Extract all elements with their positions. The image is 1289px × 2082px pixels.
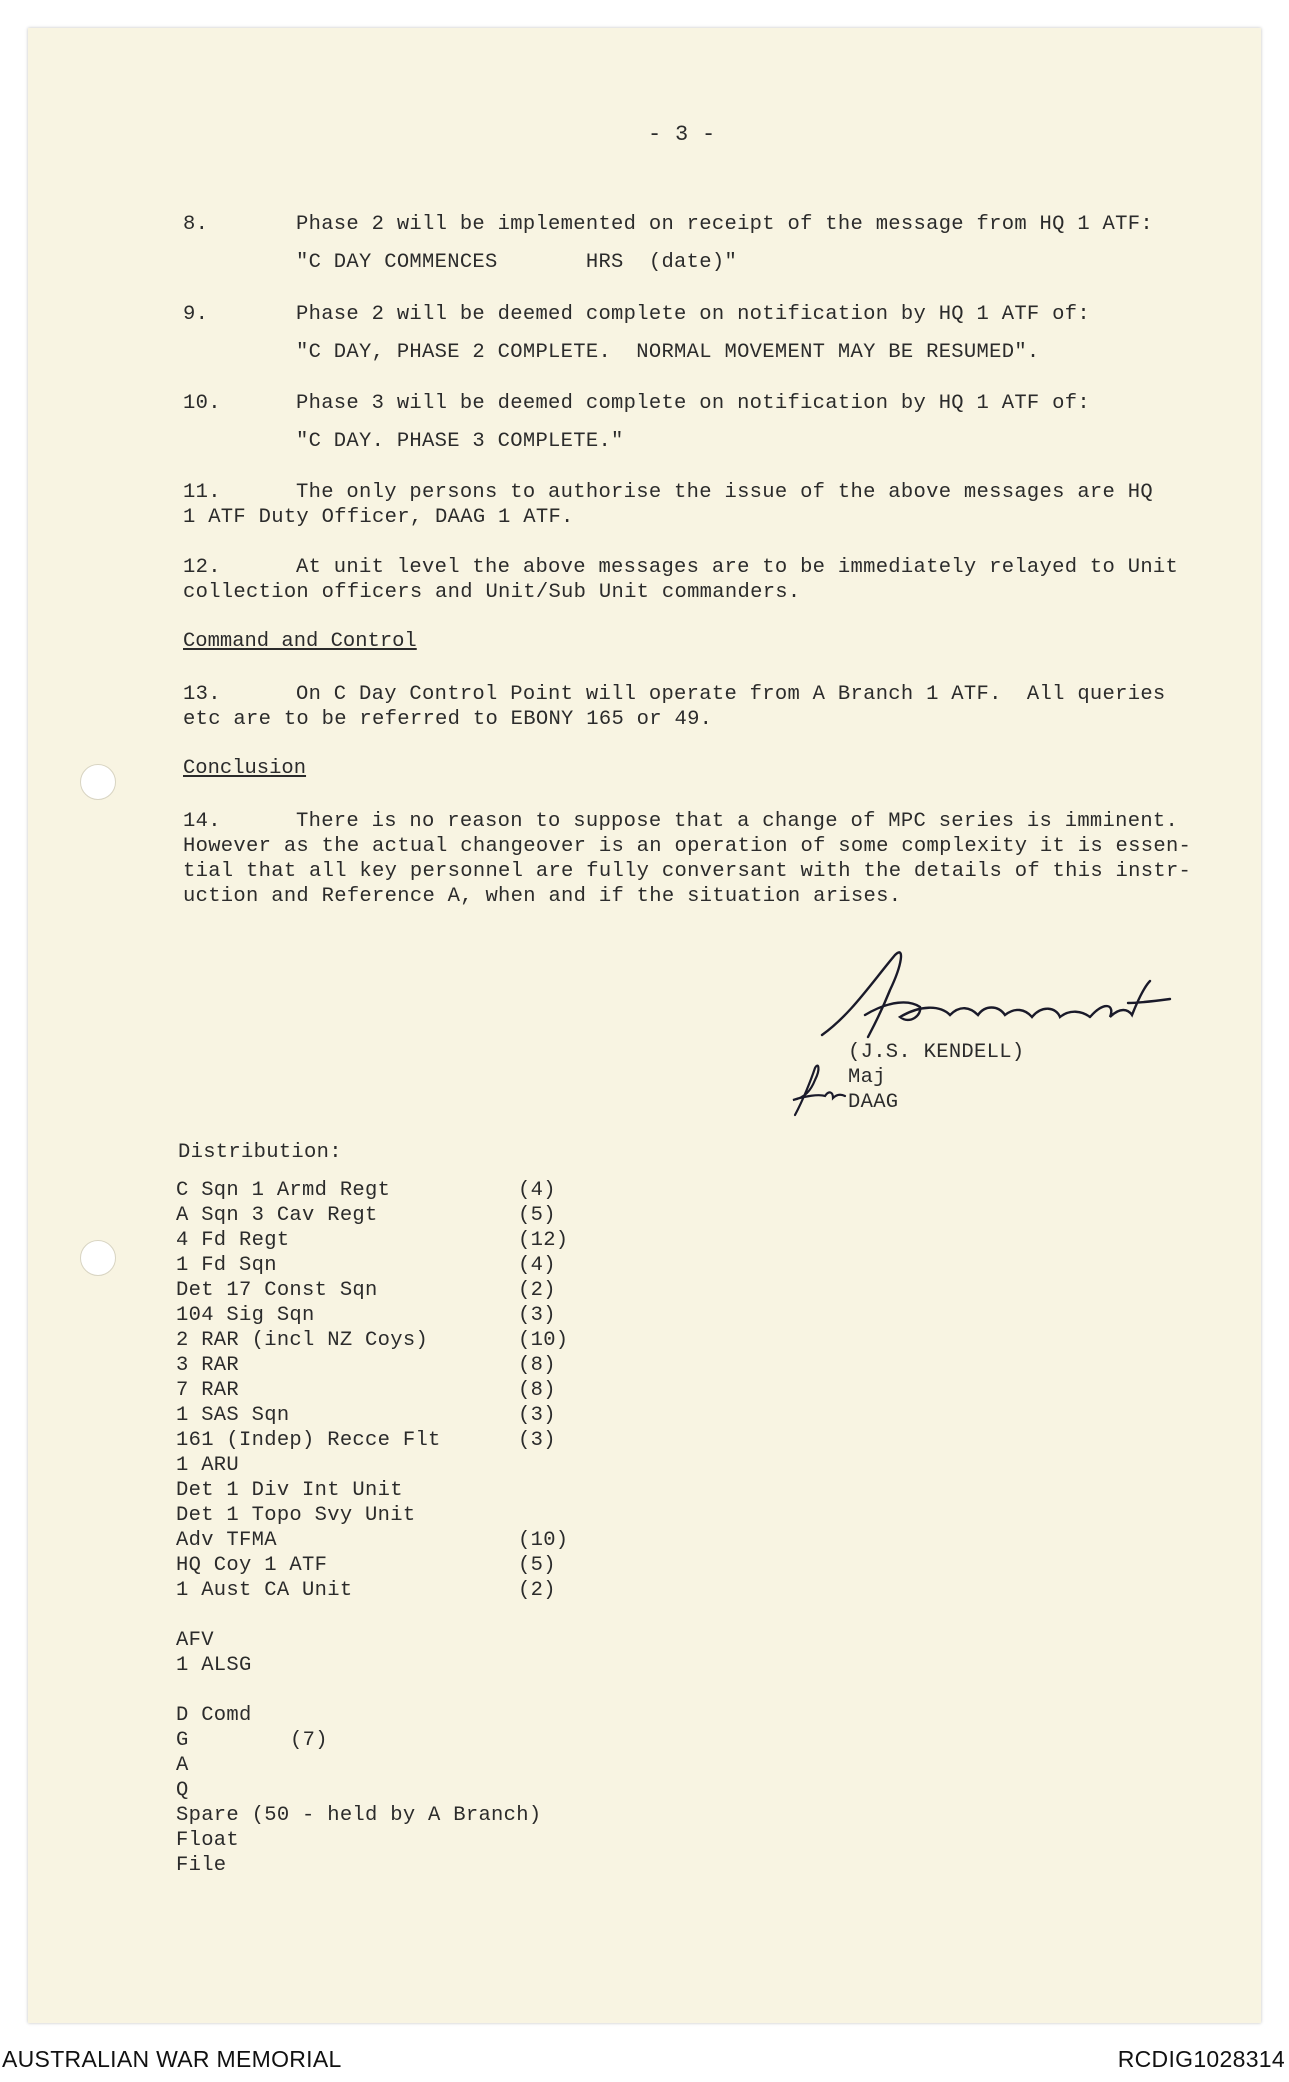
distribution-count: (10) <box>518 1329 569 1352</box>
distribution-unit: 1 SAS Sqn <box>176 1404 290 1427</box>
distribution-count: (2) <box>518 1279 556 1302</box>
distribution-afv: AFV <box>176 1629 214 1652</box>
distribution-unit: 1 ARU <box>176 1454 240 1477</box>
distribution-count: (4) <box>518 1179 556 1202</box>
footer-record-id: RCDIG1028314 <box>1117 2046 1285 2072</box>
para-9-number: 9. <box>183 303 209 326</box>
distribution-count: (4) <box>518 1254 556 1277</box>
para-14-number: 14. <box>183 810 221 833</box>
distribution-unit: HQ Coy 1 ATF <box>176 1554 328 1577</box>
distribution-unit: 4 Fd Regt <box>176 1229 290 1252</box>
distribution-a: A <box>176 1754 189 1777</box>
signatory-rank: Maj <box>848 1066 886 1089</box>
para-12-line-1: At unit level the above messages are to be immediately relayed to Unit <box>296 556 1179 579</box>
distribution-unit: Adv TFMA <box>176 1529 277 1552</box>
distribution-unit: 1 Fd Sqn <box>176 1254 277 1277</box>
distribution-g: G <box>176 1729 189 1752</box>
distribution-unit: 104 Sig Sqn <box>176 1304 315 1327</box>
distribution-count: (5) <box>518 1204 556 1227</box>
distribution-unit: 161 (Indep) Recce Flt <box>176 1429 441 1452</box>
distribution-unit: 3 RAR <box>176 1354 240 1377</box>
distribution-unit: Det 1 Div Int Unit <box>176 1479 403 1502</box>
para-11-line-1: The only persons to authorise the issue of the above messages are HQ <box>296 481 1153 504</box>
para-10-number: 10. <box>183 392 221 415</box>
para-13-number: 13. <box>183 683 221 706</box>
distribution-unit: 2 RAR (incl NZ Coys) <box>176 1329 429 1352</box>
para-12-number: 12. <box>183 556 221 579</box>
distribution-count: (8) <box>518 1354 556 1377</box>
para-8-line-2: "C DAY COMMENCES HRS (date)" <box>296 251 738 274</box>
distribution-comd-count: (7) <box>290 1729 328 1752</box>
page-number: - 3 - <box>648 122 716 147</box>
para-10-line-2: "C DAY. PHASE 3 COMPLETE." <box>296 430 624 453</box>
handwritten-signature <box>810 945 1180 1045</box>
distribution-unit: A Sqn 3 Cav Regt <box>176 1204 378 1227</box>
para-14-line-4: uction and Reference A, when and if the situation arises. <box>183 885 902 908</box>
distribution-list <box>0 1178 700 1628</box>
distribution-file: File <box>176 1854 227 1877</box>
signatory-name: (J.S. KENDELL) <box>848 1041 1025 1064</box>
distribution-count: (12) <box>518 1229 569 1252</box>
distribution-count: (3) <box>518 1429 556 1452</box>
para-13-line-1: On C Day Control Point will operate from A Branch 1 ATF. All queries <box>296 683 1166 706</box>
footer-source: AUSTRALIAN WAR MEMORIAL <box>2 2046 342 2072</box>
para-8-line-1: Phase 2 will be implemented on receipt of the message from HQ 1 ATF: <box>296 213 1153 236</box>
signatory-appointment: DAAG <box>848 1091 899 1114</box>
distribution-float: Float <box>176 1829 240 1852</box>
para-14-line-3: tial that all key personnel are fully conversant with the details of this instr- <box>183 860 1192 883</box>
para-10-line-1: Phase 3 will be deemed complete on notification by HQ 1 ATF of: <box>296 392 1090 415</box>
distribution-count: (3) <box>518 1404 556 1427</box>
punch-hole-top <box>80 764 116 800</box>
distribution-spare: Spare (50 - held by A Branch) <box>176 1804 542 1827</box>
distribution-unit: C Sqn 1 Armd Regt <box>176 1179 391 1202</box>
distribution-count: (2) <box>518 1579 556 1602</box>
distribution-unit: Det 17 Const Sqn <box>176 1279 378 1302</box>
para-13-line-2: etc are to be referred to EBONY 165 or 49. <box>183 708 713 731</box>
for-initials-signature <box>785 1060 855 1120</box>
para-11-number: 11. <box>183 481 221 504</box>
heading-conclusion: Conclusion <box>183 757 307 780</box>
heading-command-and-control: Command and Control <box>183 630 417 653</box>
para-12-line-2: collection officers and Unit/Sub Unit commanders. <box>183 581 801 604</box>
distribution-count: (5) <box>518 1554 556 1577</box>
distribution-count: (10) <box>518 1529 569 1552</box>
para-14-line-1: There is no reason to suppose that a change of MPC series is imminent. <box>296 810 1179 833</box>
distribution-q: Q <box>176 1779 189 1802</box>
para-9-line-2: "C DAY, PHASE 2 COMPLETE. NORMAL MOVEMENT MAY BE RESUMED". <box>296 341 1040 364</box>
distribution-count: (3) <box>518 1304 556 1327</box>
distribution-unit: 7 RAR <box>176 1379 240 1402</box>
distribution-alsg: 1 ALSG <box>176 1654 252 1677</box>
para-14-line-2: However as the actual changeover is an operation of some complexity it is essen- <box>183 835 1192 858</box>
para-9-line-1: Phase 2 will be deemed complete on notification by HQ 1 ATF of: <box>296 303 1090 326</box>
distribution-unit: Det 1 Topo Svy Unit <box>176 1504 416 1527</box>
para-8-number: 8. <box>183 213 209 236</box>
para-11-line-2: 1 ATF Duty Officer, DAAG 1 ATF. <box>183 506 574 529</box>
distribution-unit: 1 Aust CA Unit <box>176 1579 353 1602</box>
distribution-d-comd: D Comd <box>176 1704 252 1727</box>
distribution-count: (8) <box>518 1379 556 1402</box>
distribution-heading: Distribution: <box>178 1141 342 1164</box>
